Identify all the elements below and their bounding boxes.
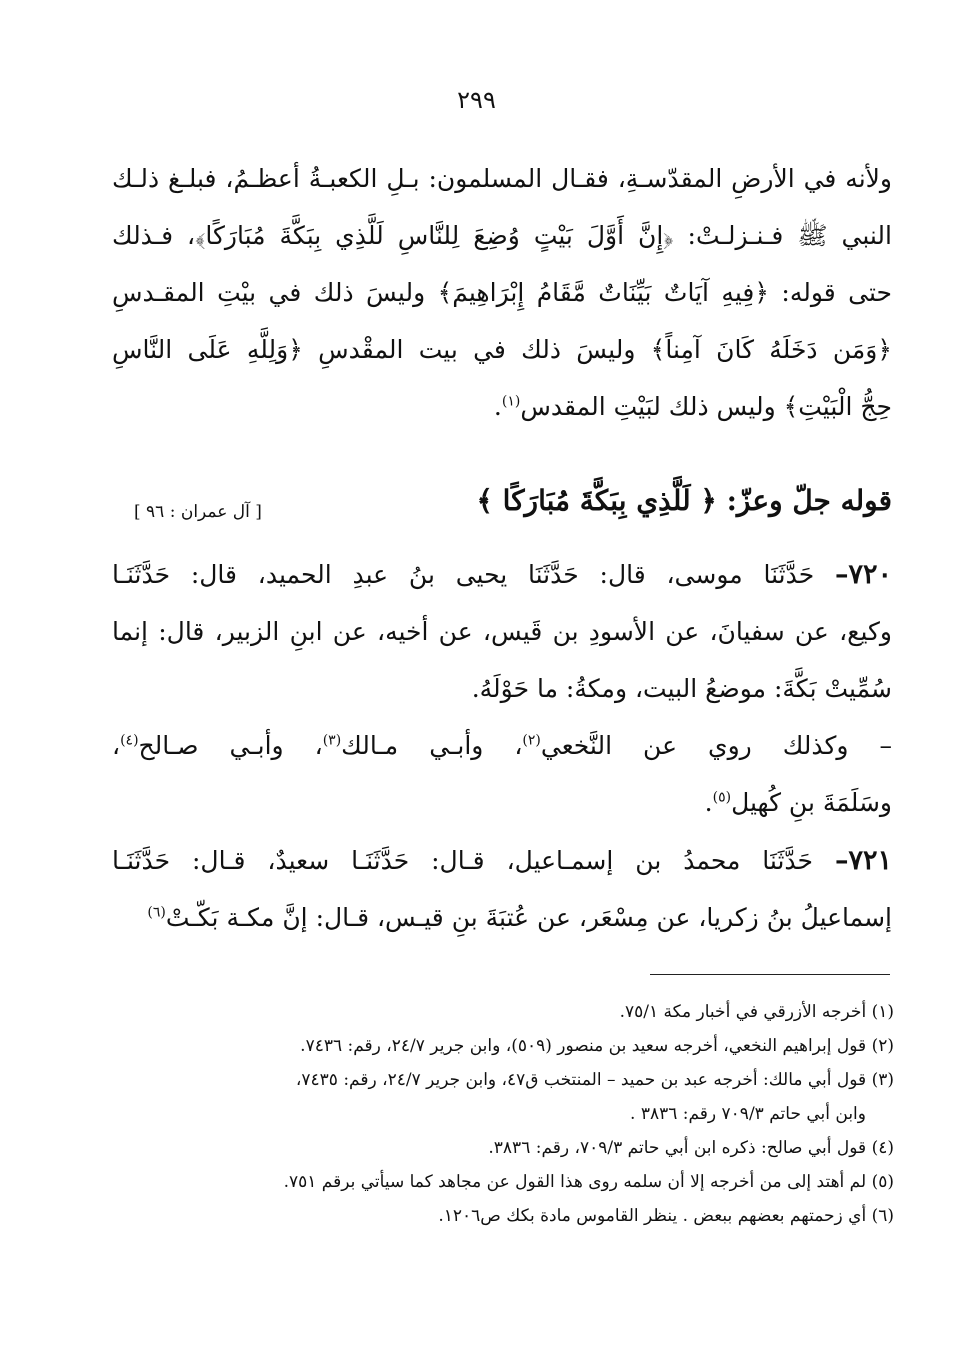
narrator-text: – وكذلك روي عن النَّخعي xyxy=(540,731,892,760)
commentary-paragraph xyxy=(112,150,892,435)
paragraph-line: النبي ﷺ فـنـزلـتْ: ﴿إِنَّ أَوَّلَ بَيْتٍ وُضِعَ لِلنَّاسِ لَلَّذِي بِبَكَّةَ مُبَارَكًا﴾، فـذلك xyxy=(112,221,892,250)
narrators-paragraph xyxy=(112,717,892,831)
footnote-marker: (٦) xyxy=(147,904,166,921)
period: . xyxy=(704,788,713,817)
surah-reference: [ آل عمران : ٩٦ ] xyxy=(134,502,262,522)
footnote: (٤) قول أبي صالح: ذكره ابن أبي حاتم ٧٠٩/٣، رقم: ٣٨٣٦. xyxy=(488,1138,894,1158)
narrators-line xyxy=(112,774,892,831)
footnote-marker: (٣) xyxy=(322,732,342,749)
narrator-text: ، xyxy=(112,731,121,760)
hadith-line: سُمِّيتْ بَكَّةَ: موضعُ البيت، ومكةُ: ما حَوْلَهُ. xyxy=(471,674,892,703)
heading-title: قوله جلّ وعزّ: ﴿ لَلَّذِي بِبَكَّةَ مُبَارَكًا ﴾ xyxy=(476,484,892,517)
hadith-720 xyxy=(112,546,892,717)
hadith-number: ٧٢٠– xyxy=(835,559,892,590)
paragraph-line: ولأنه في الأرضِ المقدّسـةِ، فقـال المسلمون: بـلِ الكعبـةُ أعظـمُ، فبلـغ ذلـك xyxy=(112,164,892,193)
hadith-line xyxy=(112,546,892,603)
hadith-721 xyxy=(112,832,892,946)
hadith-text: حَدَّثَنَا محمدُ بن إسمـاعيل، قـال: حَدَّثَنَـا سعيدٌ، قـال: حَدَّثَنَـا xyxy=(112,846,814,875)
footnote-marker: (٤) xyxy=(120,732,139,749)
page-number: ٢٩٩ xyxy=(457,86,496,114)
footnote-separator xyxy=(650,974,890,975)
hadith-text: حَدَّثَنَا موسى، قال: حَدَّثَنَا يحيى بنُ عبدِ الحميد، قال: حَدَّثَنَـا xyxy=(112,560,815,589)
hadith-text: إسماعيلُ بنُ زكريا، عن مِسْعَر، عن عُتبَةَ بنِ قيـس، قـال: إنَّ مكـة بَكّـتْ xyxy=(165,903,892,932)
footnote-marker: (١) xyxy=(501,393,521,410)
footnote-continuation: وابن أبي حاتم ٧٠٩/٣ رقم: ٣٨٣٦ . xyxy=(630,1104,866,1124)
footnote: (٥) لم أهتد إلى من أخرجه إلا أن سلمه روى هذا القول عن مجاهد كما سيأتي برقم ٧٥١. xyxy=(283,1172,894,1192)
narrator-text: ، وأبـي صـالح xyxy=(138,731,323,760)
verse-heading xyxy=(112,478,892,538)
narrators-line xyxy=(112,717,892,774)
hadith-number: ٧٢١– xyxy=(834,845,892,876)
paragraph-line: ﴿وَمَن دَخَلَهُ كَانَ آمِناً﴾ وليسَ ذلك في بيت المقْدسِ ﴿وَلِلَّهِ عَلَى النَّاسِ xyxy=(112,335,892,364)
footnote-marker: (٥) xyxy=(712,789,732,806)
hadith-line xyxy=(112,889,892,946)
footnote: (١) أخرجه الأزرقي في أخبار مكة ٧٥/١. xyxy=(619,1002,894,1022)
narrator-text: وسَلَمَةَ بنِ كُهيل xyxy=(731,788,892,817)
footnote: (٢) قول إبراهيم النخعي، أخرجه سعيد بن منصور (٥٠٩)، وابن جرير ٢٤/٧، رقم: ٧٤٣٦. xyxy=(300,1036,894,1056)
hadith-line: وكيع، عن سفيانَ، عن الأسودِ بن قَيس، عن أخيه، عن ابنِ الزبير، قال: إنما xyxy=(112,617,892,646)
footnote: (٦) أي زحمتهم بعضهم ببعض . ينظر القاموس مادة بكك ص١٢٠٦. xyxy=(438,1206,894,1226)
period: . xyxy=(493,392,502,421)
footnote: (٣) قول أبي مالك: أخرجه عبد بن حميد – المنتخب ق٤٧، وابن جرير ٢٤/٧، رقم: ٧٤٣٥، xyxy=(295,1070,894,1090)
footnotes xyxy=(112,995,894,1233)
footnote-marker: (٢) xyxy=(522,732,541,749)
narrator-text: ، وأبـي مـالك xyxy=(341,731,523,760)
paragraph-line xyxy=(112,378,892,435)
hadith-line xyxy=(112,832,892,889)
paragraph-text: حِجُّ الْبَيْتِ﴾ وليس ذلك لبَيْتِ المقدس xyxy=(520,392,892,421)
paragraph-line: حتى قوله: ﴿فِيهِ آيَاتٌ بَيِّنَاتٌ مَّقَامُ إِبْرَاهِيمَ﴾ وليسَ ذلك في بيْتِ المقـدسِ xyxy=(112,278,892,307)
